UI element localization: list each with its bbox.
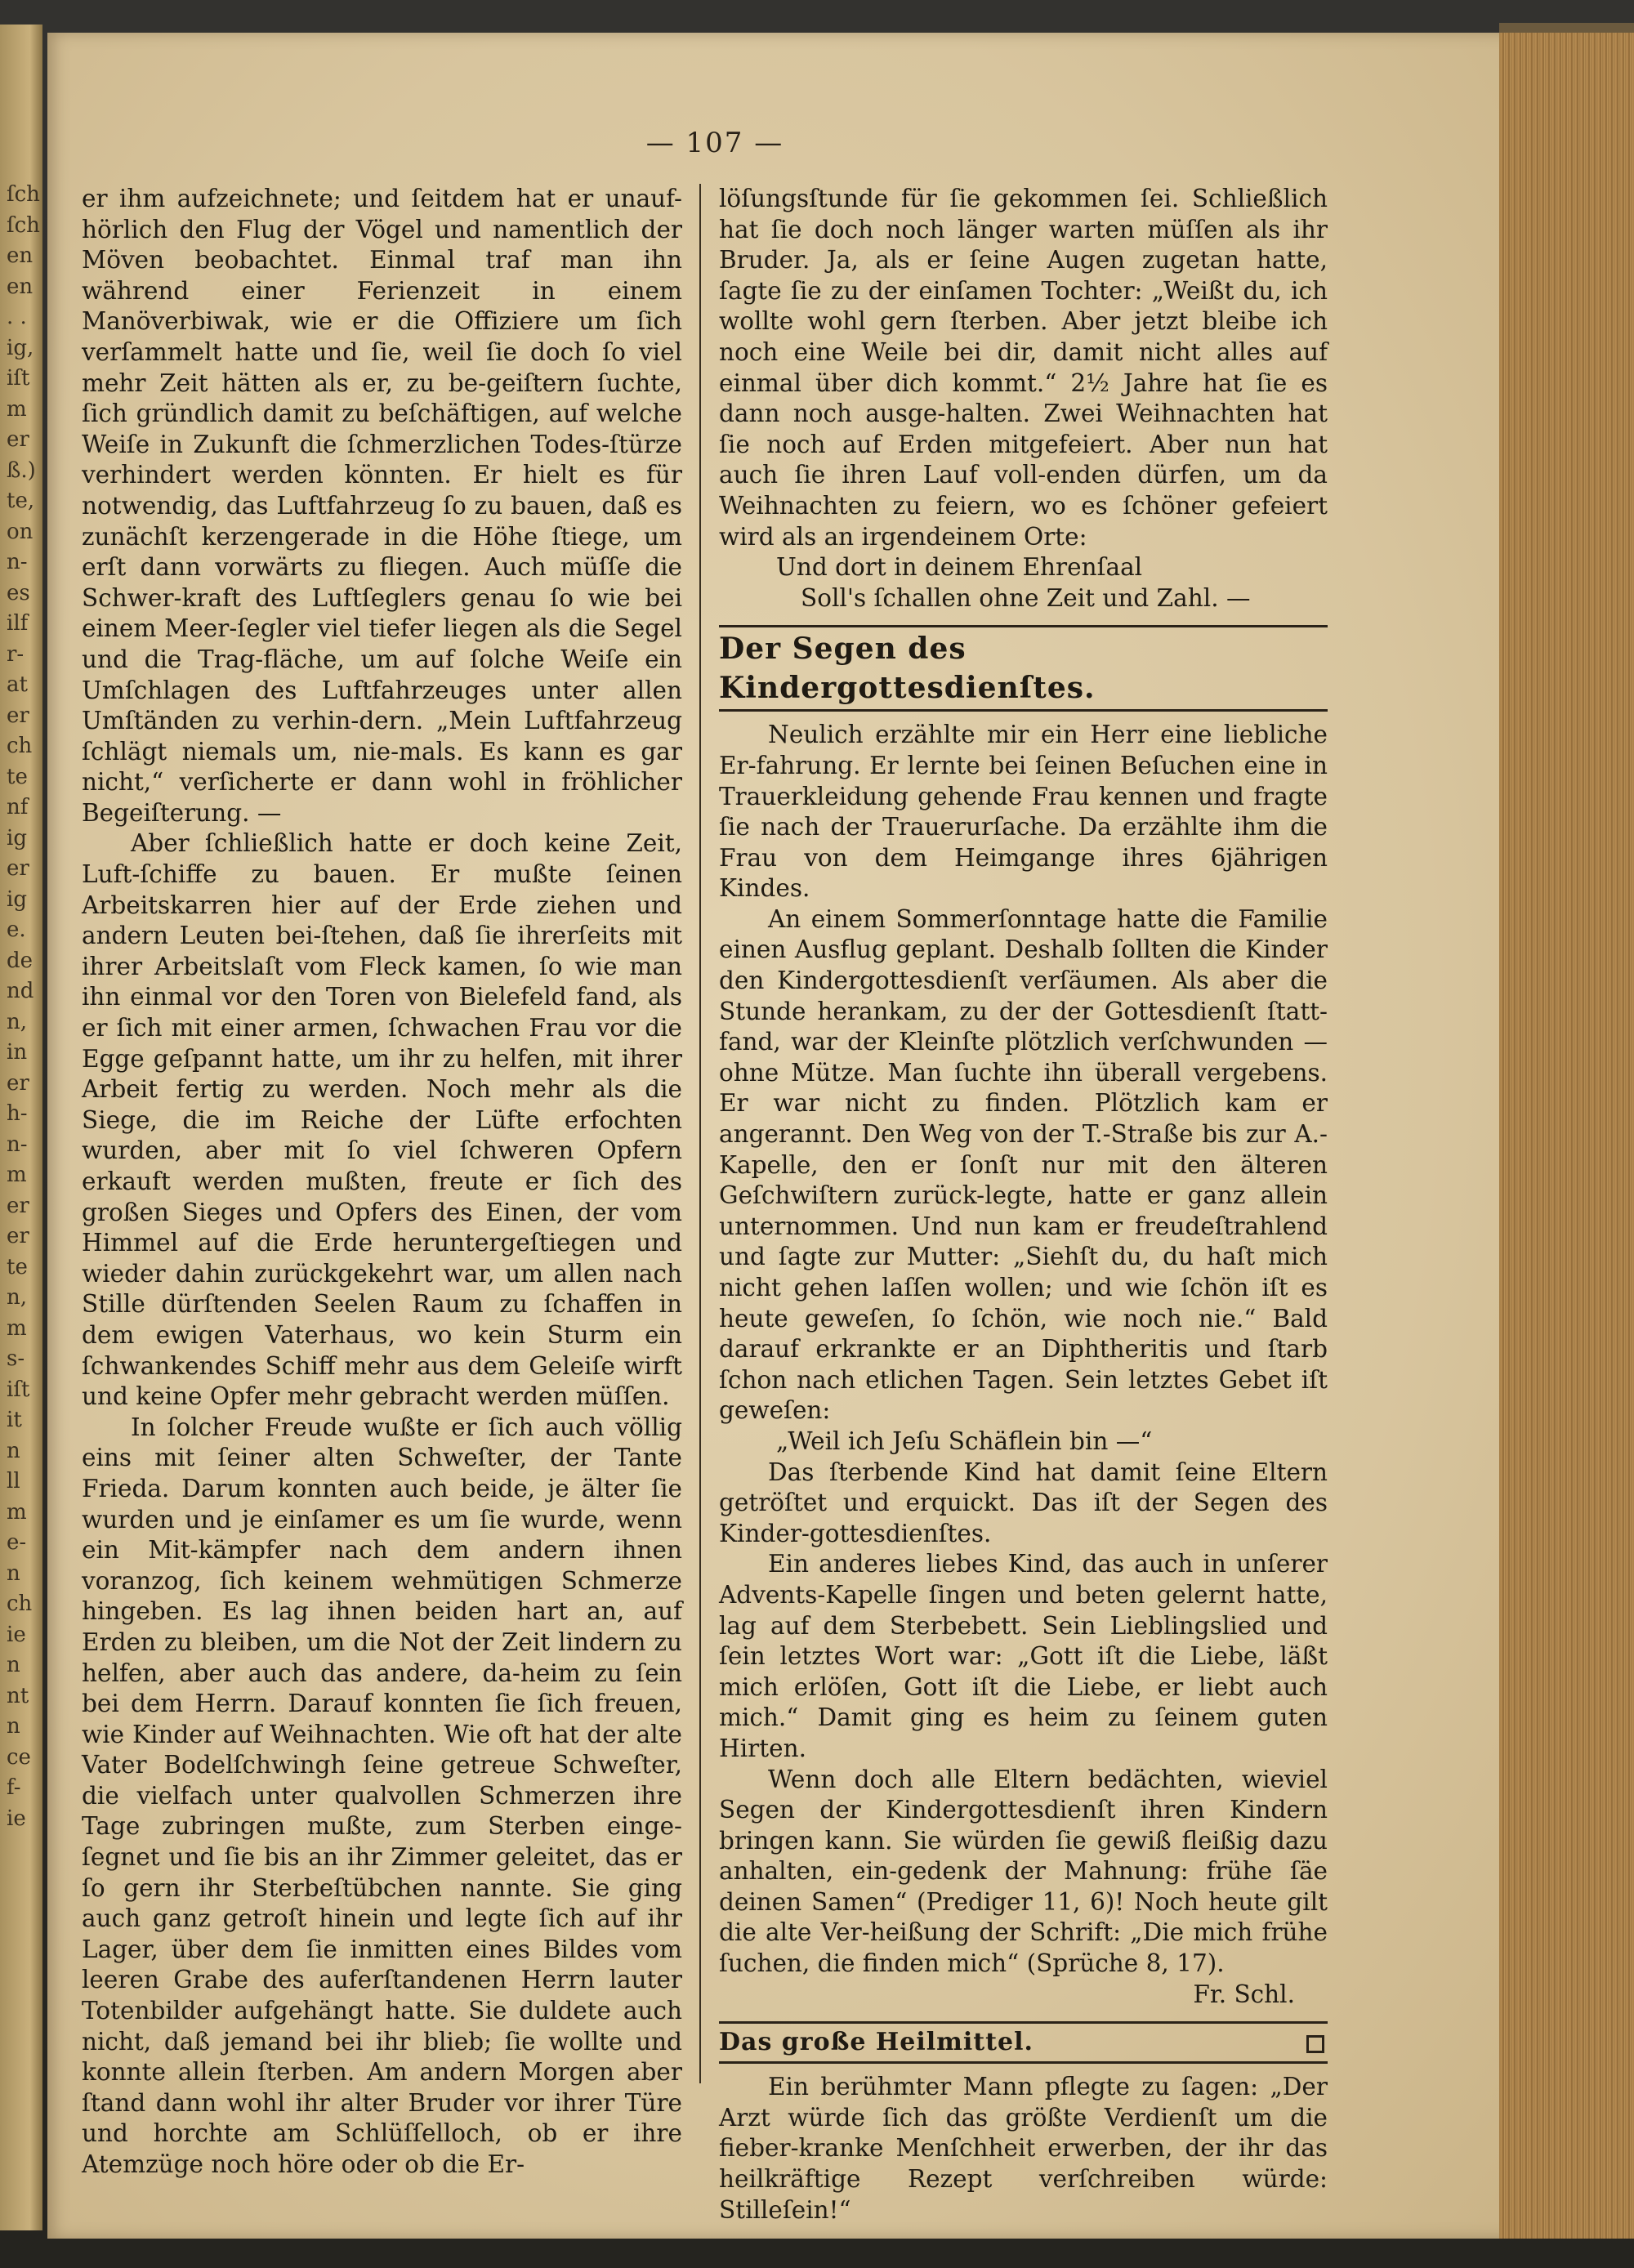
- section-heading-heilmittel: [719, 2021, 1328, 2064]
- page-number: — 107 —: [645, 127, 784, 159]
- section-1-paragraph-3: Das ſterbende Kind hat damit ſeine Eltern getröſtet und erquickt. Das iſt der Segen des Kinder-gottesdienſtes.: [719, 1458, 1328, 1547]
- right-intro-paragraph: löſungsſtunde für ſie gekommen ſei. Schließlich hat ſie doch noch länger warten müſſen als ihr Bruder. Ja, als er ſeine Augen zugetan hatte, ſagte ſie zu der einſamen Tochter: „Weißt du, ich wollte wohl gern ſterben. Aber jetzt bleibe ich noch eine Weile bei dir, damit nicht alles auf einmal über dich kommt.“ 2½ Jahre hat ſie es dann noch ausge-halten. Zwei Weihnachten hat ſie noch auf Erden mitgefeiert. Aber nun hat auch ſie ihren Lauf voll-enden dürfen, um da Weihnachten zu feiern, wo es ſchöner gefeiert wird als an irgendeinem Orte:: [719, 185, 1328, 551]
- section-1-paragraph-2: An einem Sommerſonntage hatte die Familie einen Ausflug geplant. Deshalb ſollten die Kinder den Kindergottesdienſt verſäumen. Als aber die Stunde herankam, zu der der Gottesdienſt ſtatt-fand, war der Kleinſte plötzlich verſchwunden — ohne Mütze. Man ſuchte ihn überall vergebens. Er war nicht zu finden. Plötzlich kam er angerannt. Den Weg von der T.-Straße bis zur A.-Kapelle, den er ſonſt nur mit den älteren Geſchwiſtern zurück-legte, hatte er ganz allein unternommen. Und nun kam er freudeſtrahlend und ſagte zur Mutter: „Siehſt du, du haſt mich nicht gehen laſſen wollen; und wie ſchön iſt es heute geweſen, ſo ſchön, wie noch nie.“ Bald darauf erkrankte er an Diphtheritis und ſtarb ſchon nach etlichen Tagen. Sein letztes Gebet iſt geweſen:: [719, 904, 1328, 1425]
- left-paragraph-1: er ihm aufzeichnete; und ſeitdem hat er unauf-hörlich den Flug der Vögel und namentlich der Möven beobachtet. Einmal traf man ihn während einer Ferienzeit in einem Manöverbiwak, wie er die Offiziere um ſich verſammelt hatte und ſie, weil ſie doch ſo viel mehr Zeit hätten als er, zu be-geiſtern ſuchte, ſich gründlich damit zu beſchäftigen, auf welche Weiſe in Zukunft die ſchmerzlichen Todes-ſtürze verhindert werden könnten. Er hielt es für notwendig, das Luftfahrzeug ſo zu bauen, daß es zunächſt kerzengerade in die Höhe ſtiege, um erſt dann vorwärts zu fliegen. Auch müſſe die Schwer-kraft des Luftſeglers genau ſo wie bei einem Meer-ſegler viel tiefer liegen als die Segel und die Trag-fläche, um auf ſolche Weiſe ein Umſchlagen des Luftfahrzeuges unter allen Umſtänden zu verhin-dern. „Mein Luftfahrzeug ſchlägt niemals um, nie-mals. Es kann es gar nicht,“ verſicherte er dann wohl in fröhlicher Begeiſterung. —: [82, 185, 682, 827]
- previous-page-fragments: ſch ſch en en . . ig, iſt m er ß.) te, on n- es ilf r- at er ch te nf ig er ig e. de nd n, in er h- n- m er er te n, m s- iſt it n ll m e- n ch ie n nt n ce f- ie: [7, 182, 40, 1831]
- verse-line-1: Und dort in deinem Ehrenſaal: [776, 553, 1143, 582]
- section-1-paragraph-1: Neulich erzählte mir ein Herr eine liebliche Er-fahrung. Er lernte bei ſeinen Beſuchen eine in Trauerkleidung gehende Frau kennen und fragte ſie nach der Trauerurſache. Da erzählte ihm die Frau von dem Heimgange ihres 6jährigen Kindes.: [719, 721, 1328, 903]
- page-block-edge: [1499, 33, 1634, 2239]
- left-column: [82, 184, 682, 2181]
- verse-line-2: Soll's ſchallen ohne Zeit und Zahl. —: [801, 583, 1251, 612]
- square-ornament-icon: [1306, 2035, 1324, 2053]
- previous-page-edge: [0, 25, 42, 2230]
- section-1-paragraph-5: Wenn doch alle Eltern bedächten, wieviel Segen der Kindergottesdienſt ihren Kindern bringen kann. Sie würden ſie gewiß fleißig dazu anhalten, ein-gedenk der Mahnung: frühe ſäe deinen Samen“ (Prediger 11, 6)! Noch heute gilt die alte Ver-heißung der Schrift: „Die mich frühe ſuchen, die finden mich“ (Sprüche 8, 17).: [719, 1765, 1328, 1978]
- right-column: [719, 184, 1328, 2226]
- author-signature: Fr. Schl.: [1193, 1980, 1295, 2008]
- section-2-paragraph-1: Ein berühmter Mann pflegte zu ſagen: „Der Arzt würde ſich das größte Verdienſt um die fieber-kranke Menſchheit erwerben, der ihr das heilkräftige Rezept verſchreiben würde: Stilleſein!“: [719, 2073, 1328, 2224]
- left-paragraph-3: In ſolcher Freude wußte er ſich auch völlig eins mit ſeiner alten Schweſter, der Tante Frieda. Darum konnten auch beide, je älter ſie wurden und je einſamer es um ſie wurde, wenn ein Mit-kämpfer nach dem andern ihnen voranzog, ſich keinem wehmütigen Schmerze hingeben. Es lag ihnen beiden hart an, auf Erden zu bleiben, um die Not der Zeit lindern zu helfen, aber auch das andere, da-heim zu ſein bei dem Herrn. Darauf konnten ſie ſich freuen, wie Kinder auf Weihnachten. Wie oft hat der alte Vater Bodelſchwingh ſeine getreue Schweſter, die vielfach unter qualvollen Schmerzen ihre Tage zubringen mußte, zum Sterben einge-ſegnet und ſie bis an ihr Zimmer geleitet, das er ſo gern ihr Sterbeſtübchen nannte. Sie ging auch ganz getroſt hinein und legte ſich auf ihr Lager, über dem ſie inmitten eines Bildes vom leeren Grabe des auferſtandenen Herrn lauter Totenbilder aufgehängt hatte. Sie duldete auch nicht, daß jemand bei ihr blieb; ſie wollte und konnte allein ſterben. Am andern Morgen aber ſtand dann wohl ihr alter Bruder vor ihrer Türe und horchte am Schlüſſelloch, ob er ihre Atemzüge noch höre oder ob die Er-: [82, 1413, 682, 2178]
- section-2-title: Das große Heilmittel.: [719, 2028, 1034, 2057]
- section-1-quote: „Weil ich Jeſu Schäflein bin —“: [776, 1426, 1153, 1455]
- column-divider: [699, 184, 701, 2083]
- section-heading-kindergottesdienst: Der Segen des Kindergottesdienſtes.: [719, 625, 1328, 712]
- section-1-paragraph-4: Ein anderes liebes Kind, das auch in unſerer Advents-Kapelle ſingen und beten gelernt hatte, lag auf dem Sterbebett. Sein Lieblingslied und ſein letztes Wort war: „Gott iſt die Liebe, läßt mich erlöſen, Gott iſt die Liebe, er liebt auch mich.“ Damit ging es heim zu ſeinem guten Hirten.: [719, 1550, 1328, 1762]
- signature-row: [719, 1980, 1328, 2011]
- left-paragraph-2: Aber ſchließlich hatte er doch keine Zeit, Luft-ſchiffe zu bauen. Er mußte ſeinen Arbeitskarren hier auf der Erde ziehen und andern Leuten bei-ſtehen, daß ſie ihrerſeits mit ihrer Arbeitslaſt vom Fleck kamen, ſo wie man ihn einmal vor den Toren von Bielefeld fand, als er ſich mit einer armen, ſchwachen Frau vor die Egge geſpannt hatte, um ihr zu helfen, mit ihrer Arbeit fertig zu werden. Noch mehr als die Siege, die im Reiche der Lüfte erfochten wurden, aber mit ſo viel ſchweren Opfern erkauft werden mußten, freute er ſich des großen Sieges und Opfers des Einen, der vom Himmel auf die Erde heruntergeſtiegen und wieder dahin zurückgekehrt war, um allen nach Stille dürſtenden Seelen Raum zu ſchaffen in dem ewigen Vaterhaus, wo kein Sturm ein ſchwankendes Schiff mehr aus dem Geleiſe wirft und keine Opfer mehr gebracht werden müſſen.: [82, 829, 682, 1411]
